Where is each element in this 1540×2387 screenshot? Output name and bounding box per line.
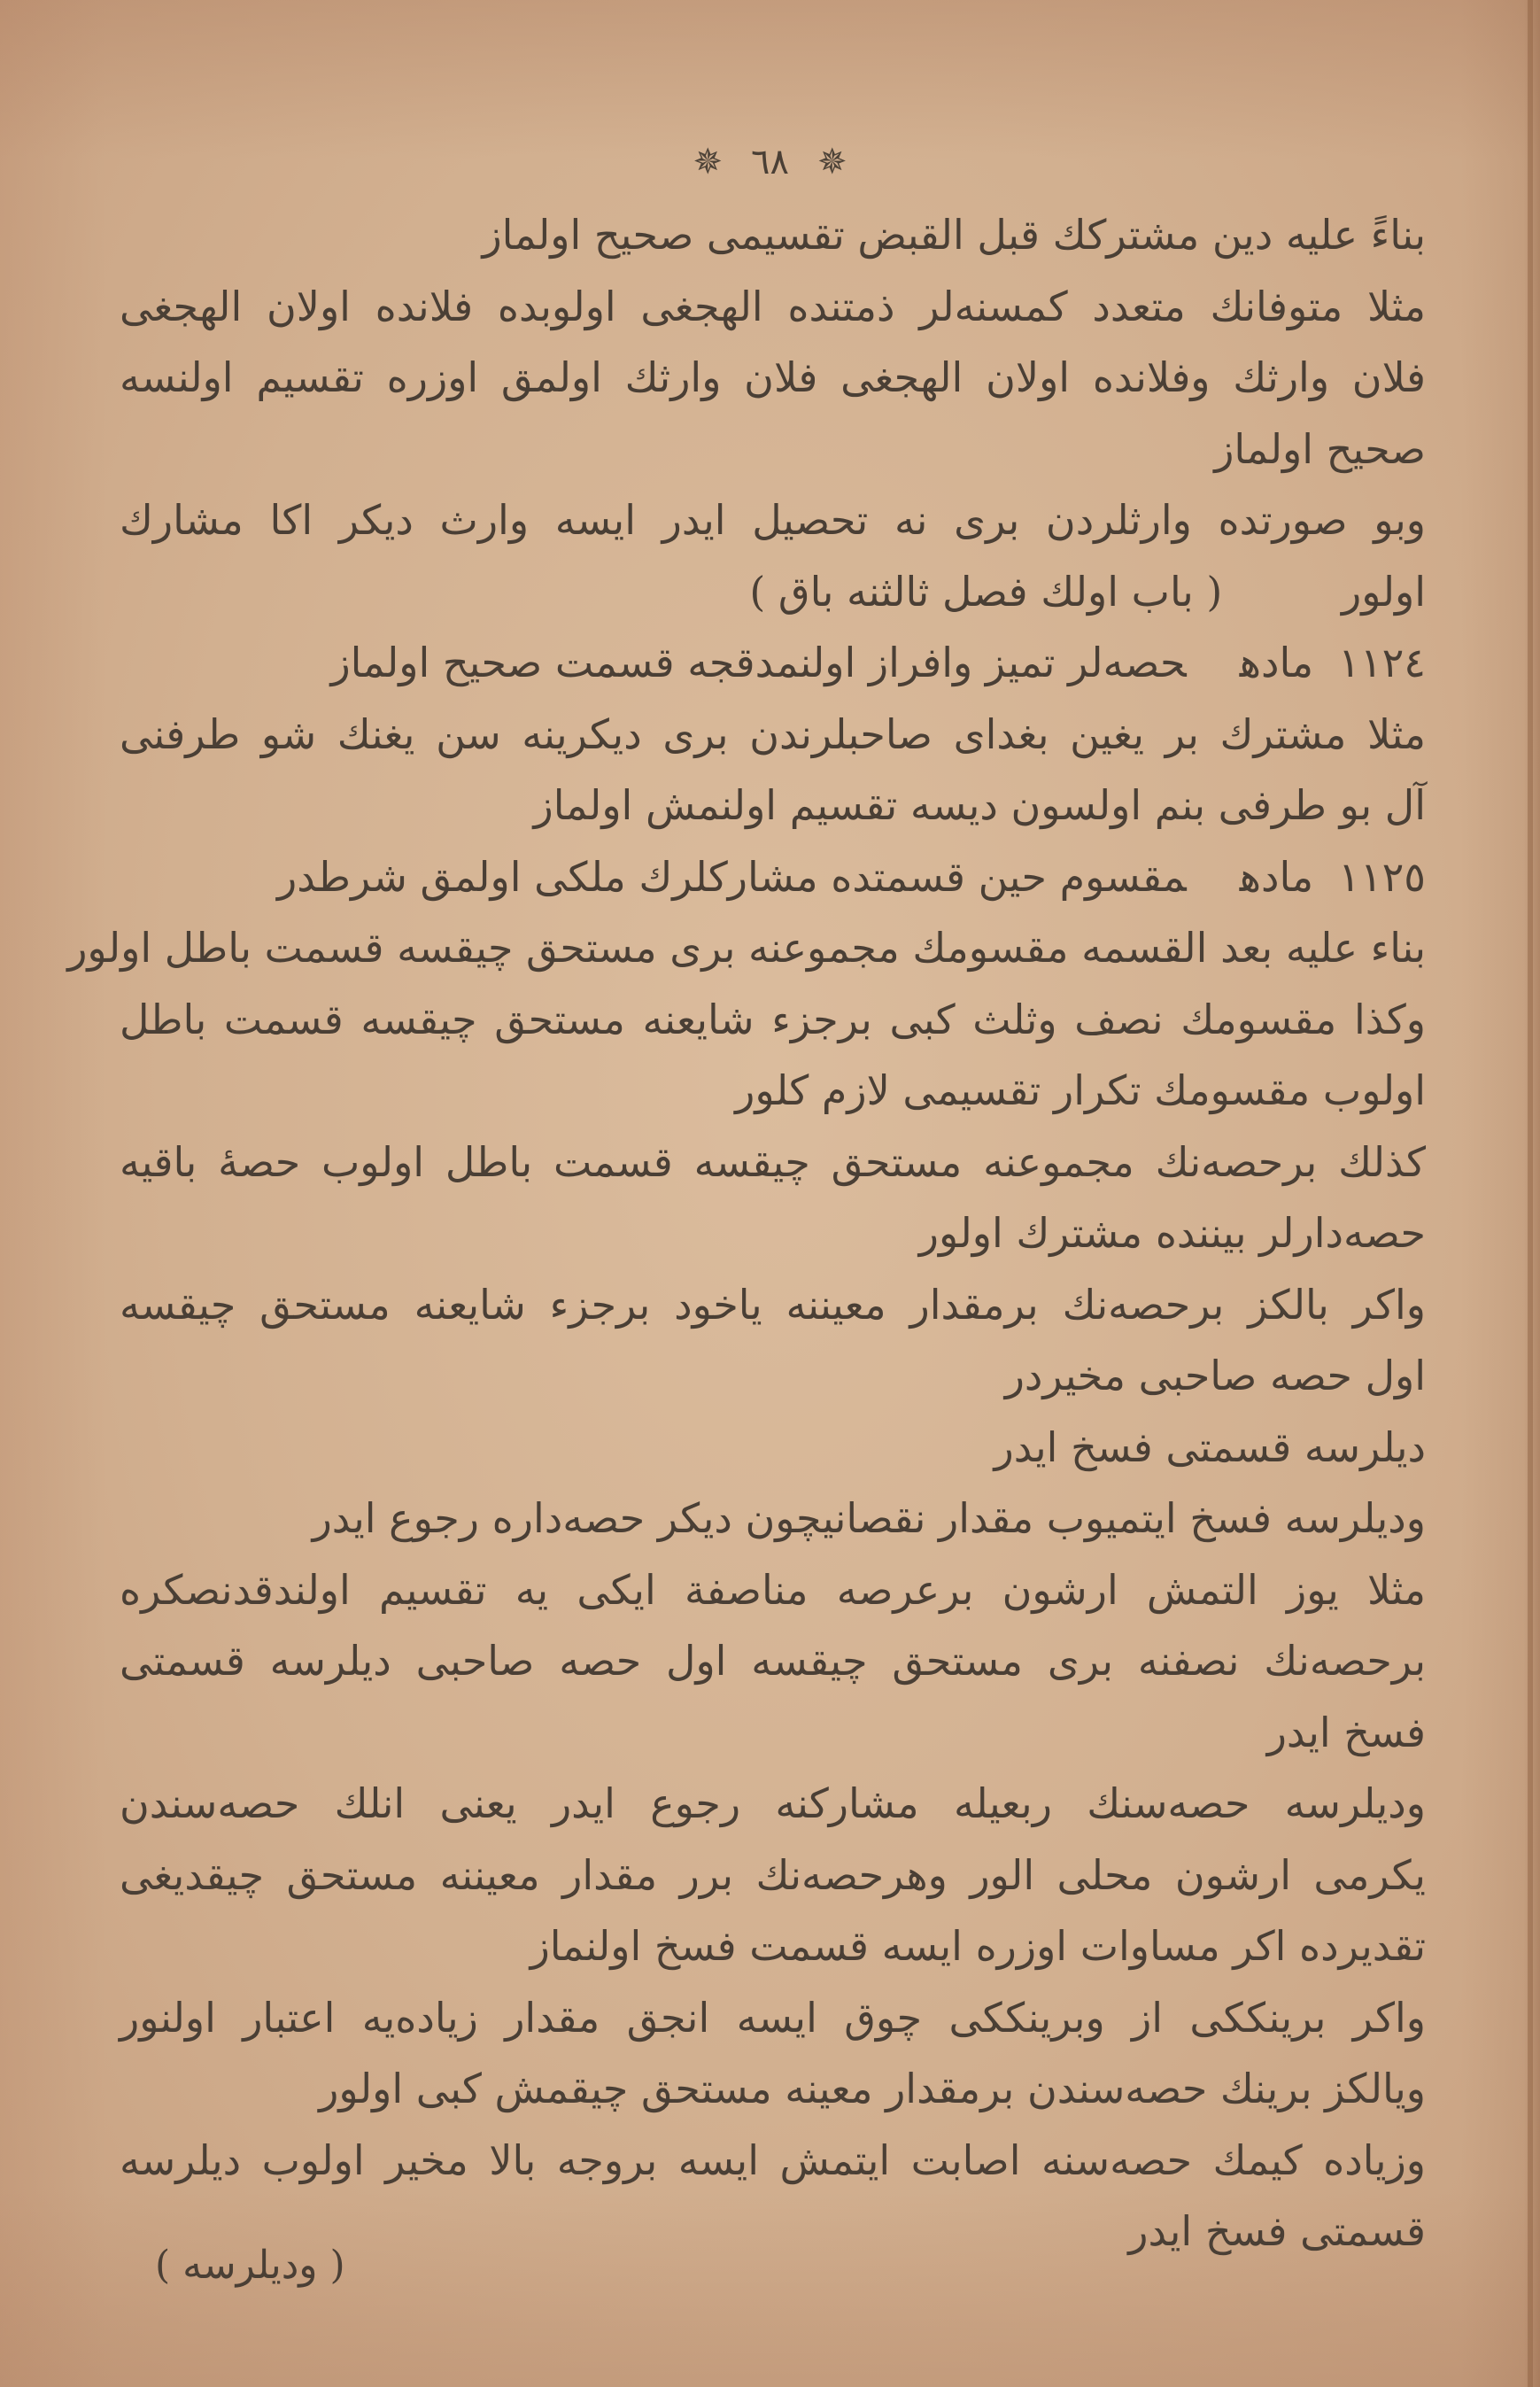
article-text: حصه‌لر تميز وافراز اولنمدقجه قسمت صحيح اولماز	[330, 639, 1187, 686]
text-line: اولوب مقسومك تكرار تقسيمى لازم كلور	[735, 1066, 1426, 1114]
section-note-lead: اولور	[1342, 567, 1426, 616]
text-line: كذلك برحصه‌نك مجموعنه مستحق چيقسه قسمت باطل اولوب حصهٔ باقيه	[120, 1137, 1426, 1186]
text-line: وديلرسه حصه‌سنك ربعيله مشاركنه رجوع ايدر يعنى انلك حصه‌سندن	[120, 1779, 1426, 1827]
section-reference-line	[120, 556, 1426, 628]
binding-edge	[1528, 0, 1533, 2387]
text-line: اول حصه صاحبى مخيردر	[1004, 1352, 1426, 1399]
text-line: يكرمى ارشون محلى الور وهرحصه‌نك برر مقدار معيننه مستحق چيقديغى	[120, 1850, 1426, 1899]
body-text	[67, 199, 1426, 2267]
article-label: ماده	[1239, 852, 1314, 901]
text-line: فلان وارثك وفلانده اولان الهجغى فلان وارثك اولمق اوزره تقسيم اولنسه	[120, 353, 1426, 401]
text-line: وزياده كيمك حصه‌سنه اصابت ايتمش ايسه بروجه بالا مخير اولوب ديلرسه	[120, 2135, 1426, 2184]
article-number: ١١٢٤	[1338, 639, 1426, 686]
text-line: برحصه‌نك نصفنه برى مستحق چيقسه اول حصه صاحبى ديلرسه قسمتى	[120, 1637, 1426, 1685]
text-line: مثلا مشترك بر يغين بغداى صاحبلرندن برى ديكرينه سن يغنك شو طرفنى	[120, 709, 1426, 758]
text-line: وديلرسه فسخ ايتميوب مقدار نقصانيچون ديكر حصه‌داره رجوع ايدر	[312, 1494, 1426, 1542]
text-line: ديلرسه قسمتى فسخ ايدر	[994, 1422, 1426, 1471]
article-text: مقسوم حين قسمتده مشاركلرك ملكى اولمق شرطدر	[277, 852, 1187, 901]
article-number: ١١٢٥	[1338, 852, 1426, 901]
text-line: واكر بالكز برحصه‌نك برمقدار معيننه ياخود برجزء شايعنه مستحق چيقسه	[120, 1280, 1426, 1329]
text-line: بناءً عليه دين مشتركك قبل القبض تقسيمى صحيح اولماز	[482, 211, 1426, 259]
text-line: مثلا متوفانك متعدد كمسنه‌لر ذمتنده الهجغى اولوبده فلانده اولان الهجغى	[120, 282, 1426, 330]
article-label: ماده	[1239, 639, 1314, 686]
catchword: ( وديلرسه )	[155, 2243, 345, 2288]
article-1124-heading	[120, 627, 1426, 699]
text-line: حصه‌دارلر بيننده مشترك اولور	[918, 1209, 1426, 1257]
article-1125-heading	[120, 841, 1426, 913]
text-line: قسمتى فسخ ايدر	[1128, 2207, 1426, 2255]
star-ornament-icon: ✵	[693, 141, 724, 182]
page-number: ٦٨	[751, 141, 789, 182]
text-line: فسخ ايدر	[1266, 1708, 1426, 1756]
text-line: وكذا مقسومك نصف وثلث كبى برجزء شايعنه مستحق چيقسه قسمت باطل	[120, 995, 1426, 1043]
text-line: تقديرده اكر مساوات اوزره ايسه قسمت فسخ اولنماز	[530, 1922, 1426, 1970]
star-ornament-icon: ✵	[816, 141, 847, 182]
text-line: صحيح اولماز	[1214, 424, 1426, 473]
text-line: بناء عليه بعد القسمه مقسومك مجموعنه برى مستحق چيقسه قسمت باطل اولور	[67, 924, 1426, 972]
text-line: ويالكز برينك حصه‌سندن برمقدار معينه مستحق چيقمش كبى اولور	[319, 2065, 1426, 2112]
text-line: مثلا يوز التمش ارشون برعرصه مناصفة ايكى يه تقسيم اولندقدنصكره	[120, 1565, 1426, 1614]
text-line: واكر برينككى از وبرينككى چوق ايسه انجق مقدار زياده‌يه اعتبار اولنور	[120, 1993, 1426, 2042]
text-line: آل بو طرفى بنم اولسون ديسه تقسيم اولنمش اولماز	[533, 781, 1426, 829]
text-line: وبو صورتده وارثلردن برى نه تحصيل ايدر ايسه وارث ديكر اكا مشارك	[120, 496, 1426, 544]
section-reference: ( باب اولك فصل ثالثنه باق )	[749, 567, 1223, 616]
page-header	[0, 133, 1540, 189]
